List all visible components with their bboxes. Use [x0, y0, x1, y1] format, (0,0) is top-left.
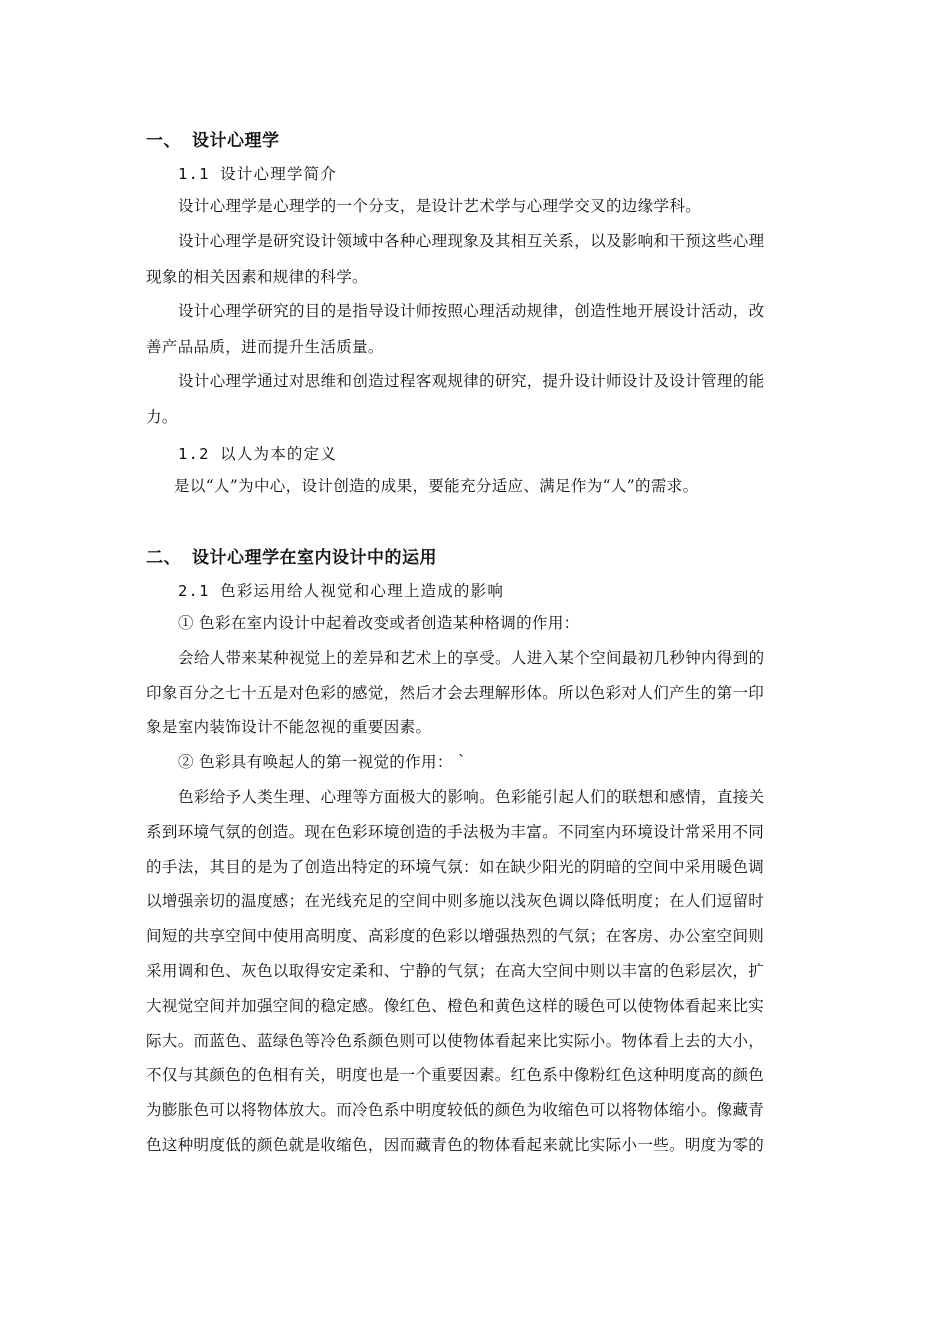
section-heading-1 — [146, 126, 280, 151]
paragraph-line: 印象百分之七十五是对色彩的感觉，然后才会去理解形体。所以色彩对人们产生的第一印 — [146, 684, 765, 702]
section-heading-2 — [146, 543, 437, 568]
list-item-line: ② 色彩具有唤起人的第一视觉的作用： ` — [178, 753, 467, 771]
section-title: 设计心理学在室内设计中的运用 — [192, 548, 437, 568]
paragraph-line: 的手法，其目的是为了创造出特定的环境气氛：如在缺少阳光的阴暗的空间中采用暖色调 — [146, 858, 765, 876]
paragraph-line: 设计心理学研究的目的是指导设计师按照心理活动规律，创造性地开展设计活动，改 — [178, 302, 765, 320]
paragraph-line: 象是室内装饰设计不能忽视的重要因素。 — [146, 718, 432, 736]
subsection-heading-1-2: 1.2 以人为本的定义 — [178, 445, 338, 463]
paragraph-line: 采用调和色、灰色以取得安定柔和、宁静的气氛；在高大空间中则以丰富的色彩层次，扩 — [146, 962, 765, 980]
section-number: 一、 — [146, 131, 181, 151]
paragraph-line: 设计心理学是研究设计领域中各种心理现象及其相互关系，以及影响和干预这些心理 — [178, 232, 765, 250]
paragraph-line: 力。 — [146, 408, 178, 426]
paragraph-line: 色彩给予人类生理、心理等方面极大的影响。色彩能引起人们的联想和感情，直接关 — [178, 788, 765, 806]
paragraph-line: 现象的相关因素和规律的科学。 — [146, 268, 368, 286]
list-item-line: ① 色彩在室内设计中起着改变或者创造某种格调的作用： — [178, 614, 580, 632]
paragraph-line: 设计心理学通过对思维和创造过程客观规律的研究，提升设计师设计及设计管理的能 — [178, 372, 765, 390]
paragraph-line: 是以“人”为中心，设计创造的成果，要能充分适应、满足作为“人”的需求。 — [174, 477, 699, 495]
paragraph-line: 设计心理学是心理学的一个分支，是设计艺术学与心理学交叉的边缘学科。 — [178, 197, 702, 215]
paragraph-line: 际大。而蓝色、蓝绿色等冷色系颜色则可以使物体看起来比实际小。物体看上去的大小， — [146, 1032, 765, 1050]
paragraph-line: 善产品品质，进而提升生活质量。 — [146, 338, 384, 356]
paragraph-line: 色这种明度低的颜色就是收缩色，因而藏青色的物体看起来就比实际小一些。明度为零的 — [146, 1136, 765, 1154]
subsection-heading-2-1: 2.1 色彩运用给人视觉和心理上造成的影响 — [178, 582, 505, 600]
paragraph-line: 系到环境气氛的创造。现在色彩环境创造的手法极为丰富。不同室内环境设计常采用不同 — [146, 823, 765, 841]
paragraph-line: 为膨胀色可以将物体放大。而冷色系中明度较低的颜色为收缩色可以将物体缩小。像藏青 — [146, 1101, 765, 1119]
section-number: 二、 — [146, 548, 181, 568]
paragraph-line: 不仅与其颜色的色相有关，明度也是一个重要因素。红色系中像粉红色这种明度高的颜色 — [146, 1066, 765, 1084]
paragraph-line: 会给人带来某种视觉上的差异和艺术上的享受。人进入某个空间最初几秒钟内得到的 — [178, 649, 765, 667]
section-title: 设计心理学 — [192, 131, 280, 151]
subsection-heading-1-1: 1.1 设计心理学简介 — [178, 165, 338, 183]
paragraph-line: 大视觉空间并加强空间的稳定感。像红色、橙色和黄色这样的暖色可以使物体看起来比实 — [146, 997, 765, 1015]
paragraph-line: 以增强亲切的温度感；在光线充足的空间中则多施以浅灰色调以降低明度；在人们逗留时 — [146, 892, 765, 910]
paragraph-line: 间短的共享空间中使用高明度、高彩度的色彩以增强热烈的气氛；在客房、办公室空间则 — [146, 927, 765, 945]
